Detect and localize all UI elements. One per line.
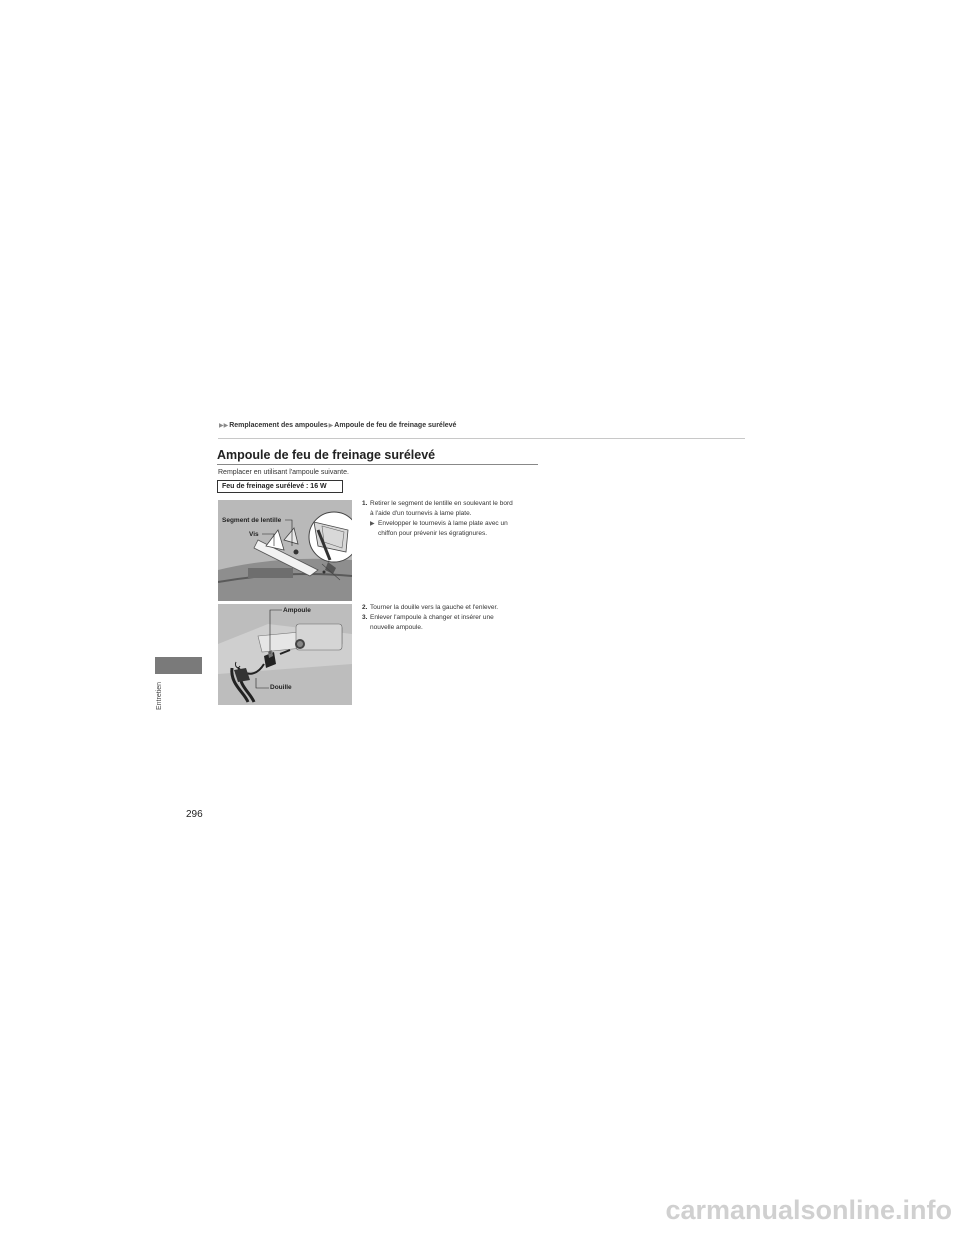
section-tab-marker xyxy=(155,657,202,674)
step-text-cont: à l'aide d'un tournevis à lame plate. xyxy=(370,510,472,517)
label-lens-segment: Segment de lentille xyxy=(222,517,282,524)
step-3 xyxy=(362,613,542,633)
figure1-leader-lines xyxy=(218,500,352,601)
watermark: carmanualsonline.info xyxy=(665,1195,952,1225)
breadcrumb-item-current: Ampoule de feu de freinage surélevé xyxy=(334,422,457,429)
step-number: 3. xyxy=(362,614,368,621)
bulb-spec-box: Feu de freinage surélevé : 16 W xyxy=(217,480,343,493)
step-text: Tourner la douille vers la gauche et l'enlever. xyxy=(370,604,499,611)
step-1 xyxy=(362,499,542,539)
step-text: Retirer le segment de lentille en soulevant le bord xyxy=(370,500,513,507)
arrow-icon: ▶ xyxy=(370,521,375,527)
figure-bulb-replacement xyxy=(218,604,352,705)
title-underline xyxy=(217,464,538,465)
label-socket: Douille xyxy=(270,684,292,691)
intro-text: Remplacer en utilisant l'ampoule suivante. xyxy=(218,469,349,476)
figure-lens-removal xyxy=(218,500,352,601)
page-title: Ampoule de feu de freinage surélevé xyxy=(217,448,436,462)
step-2 xyxy=(362,603,542,613)
step-text-cont: nouvelle ampoule. xyxy=(370,624,423,631)
label-bulb: Ampoule xyxy=(283,607,311,614)
header-divider xyxy=(218,438,745,439)
label-screw: Vis xyxy=(249,531,259,538)
step-1-note xyxy=(362,519,542,529)
step-text: Enlever l'ampoule à changer et insérer une xyxy=(370,614,494,621)
page-number: 296 xyxy=(186,809,203,820)
breadcrumb xyxy=(218,422,456,429)
arrow-icon: ▶ xyxy=(328,423,334,429)
double-arrow-icon: ▶▶ xyxy=(219,423,229,429)
breadcrumb-item-section: Remplacement des ampoules xyxy=(229,422,328,429)
note-text: Envelopper le tournevis à lame plate avec un xyxy=(378,520,508,527)
step-number: 2. xyxy=(362,604,368,611)
step-number: 1. xyxy=(362,500,368,507)
note-text-cont: chiffon pour prévenir les égratignures. xyxy=(378,530,487,537)
section-tab-label: Entretien xyxy=(156,681,163,710)
figure2-leader-lines xyxy=(218,604,352,705)
